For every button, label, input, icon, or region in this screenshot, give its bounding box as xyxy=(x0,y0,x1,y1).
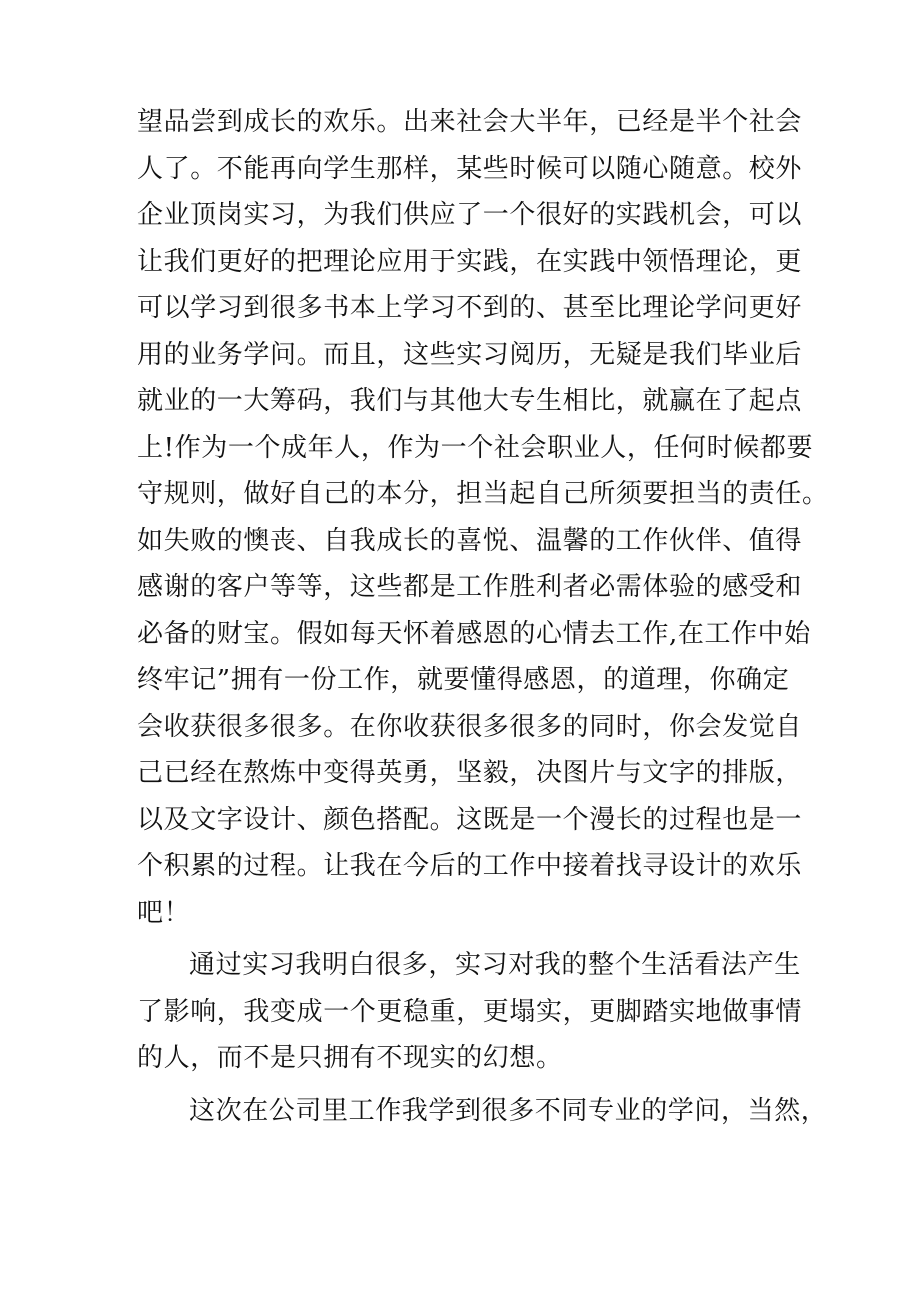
paragraph-line: 感谢的客户等等，这些都是工作胜利者必需体验的感受和 xyxy=(137,572,803,602)
paragraph-line: 的人，而不是只拥有不现实的幻想。 xyxy=(137,1043,563,1073)
paragraph-line: 以及文字设计、颜色搭配。这既是一个漫长的过程也是一 xyxy=(137,804,803,835)
paragraph-3 xyxy=(137,1088,828,1135)
paragraph-line: 人了。不能再向学生那样，某些时候可以随心随意。校外 xyxy=(137,153,803,184)
paragraph-line: 个积累的过程。让我在今后的工作中接着找寻设计的欢乐 xyxy=(137,851,803,881)
paragraph-line: 己已经在熬炼中变得英勇，坚毅，决图片与文字的排版， xyxy=(137,758,803,788)
paragraph-line: 可以学习到很多书本上学习不到的、甚至比理论学问更好 xyxy=(137,293,803,323)
paragraph-line: 企业顶岗实习，为我们供应了一个很好的实践机会，可以 xyxy=(137,200,803,230)
paragraph-line: 上!作为一个成年人，作为一个社会职业人，任何时候都要 xyxy=(137,432,814,463)
paragraph-line: 就业的一大筹码，我们与其他大专生相比，就赢在了起点 xyxy=(137,386,803,416)
paragraph-line: 终牢记”拥有一份工作，就要懂得感恩，的道理，你确定 xyxy=(137,665,790,695)
paragraph-line: 用的业务学问。而且，这些实习阅历，无疑是我们毕业后 xyxy=(137,339,803,370)
paragraph-line: 如失败的懊丧、自我成长的喜悦、温馨的工作伙伴、值得 xyxy=(137,525,803,556)
paragraph-line: 吧！ xyxy=(137,897,191,928)
paragraph-line: 这次在公司里工作我学到很多不同专业的学问，当然， xyxy=(189,1095,828,1126)
paragraph-1 xyxy=(137,99,829,936)
paragraph-line: 让我们更好的把理论应用于实践，在实践中领悟理论，更 xyxy=(137,246,803,277)
paragraph-line: 会收获很多很多。在你收获很多很多的同时，你会发觉自 xyxy=(137,711,803,742)
paragraph-line: 守规则，做好自己的本分，担当起自己所须要担当的责任。 xyxy=(137,479,829,509)
paragraph-line: 通过实习我明白很多，实习对我的整个生活看法产生 xyxy=(189,950,801,980)
paragraph-line: 必备的财宝。假如每天怀着感恩的心情去工作,在工作中始 xyxy=(137,618,811,649)
paragraph-line: 了影响，我变成一个更稳重，更塌实，更脚踏实地做事情 xyxy=(137,996,803,1027)
document-body xyxy=(137,99,829,1134)
paragraph-2 xyxy=(137,942,803,1082)
paragraph-line: 望品尝到成长的欢乐。出来社会大半年，已经是半个社会 xyxy=(137,107,803,137)
